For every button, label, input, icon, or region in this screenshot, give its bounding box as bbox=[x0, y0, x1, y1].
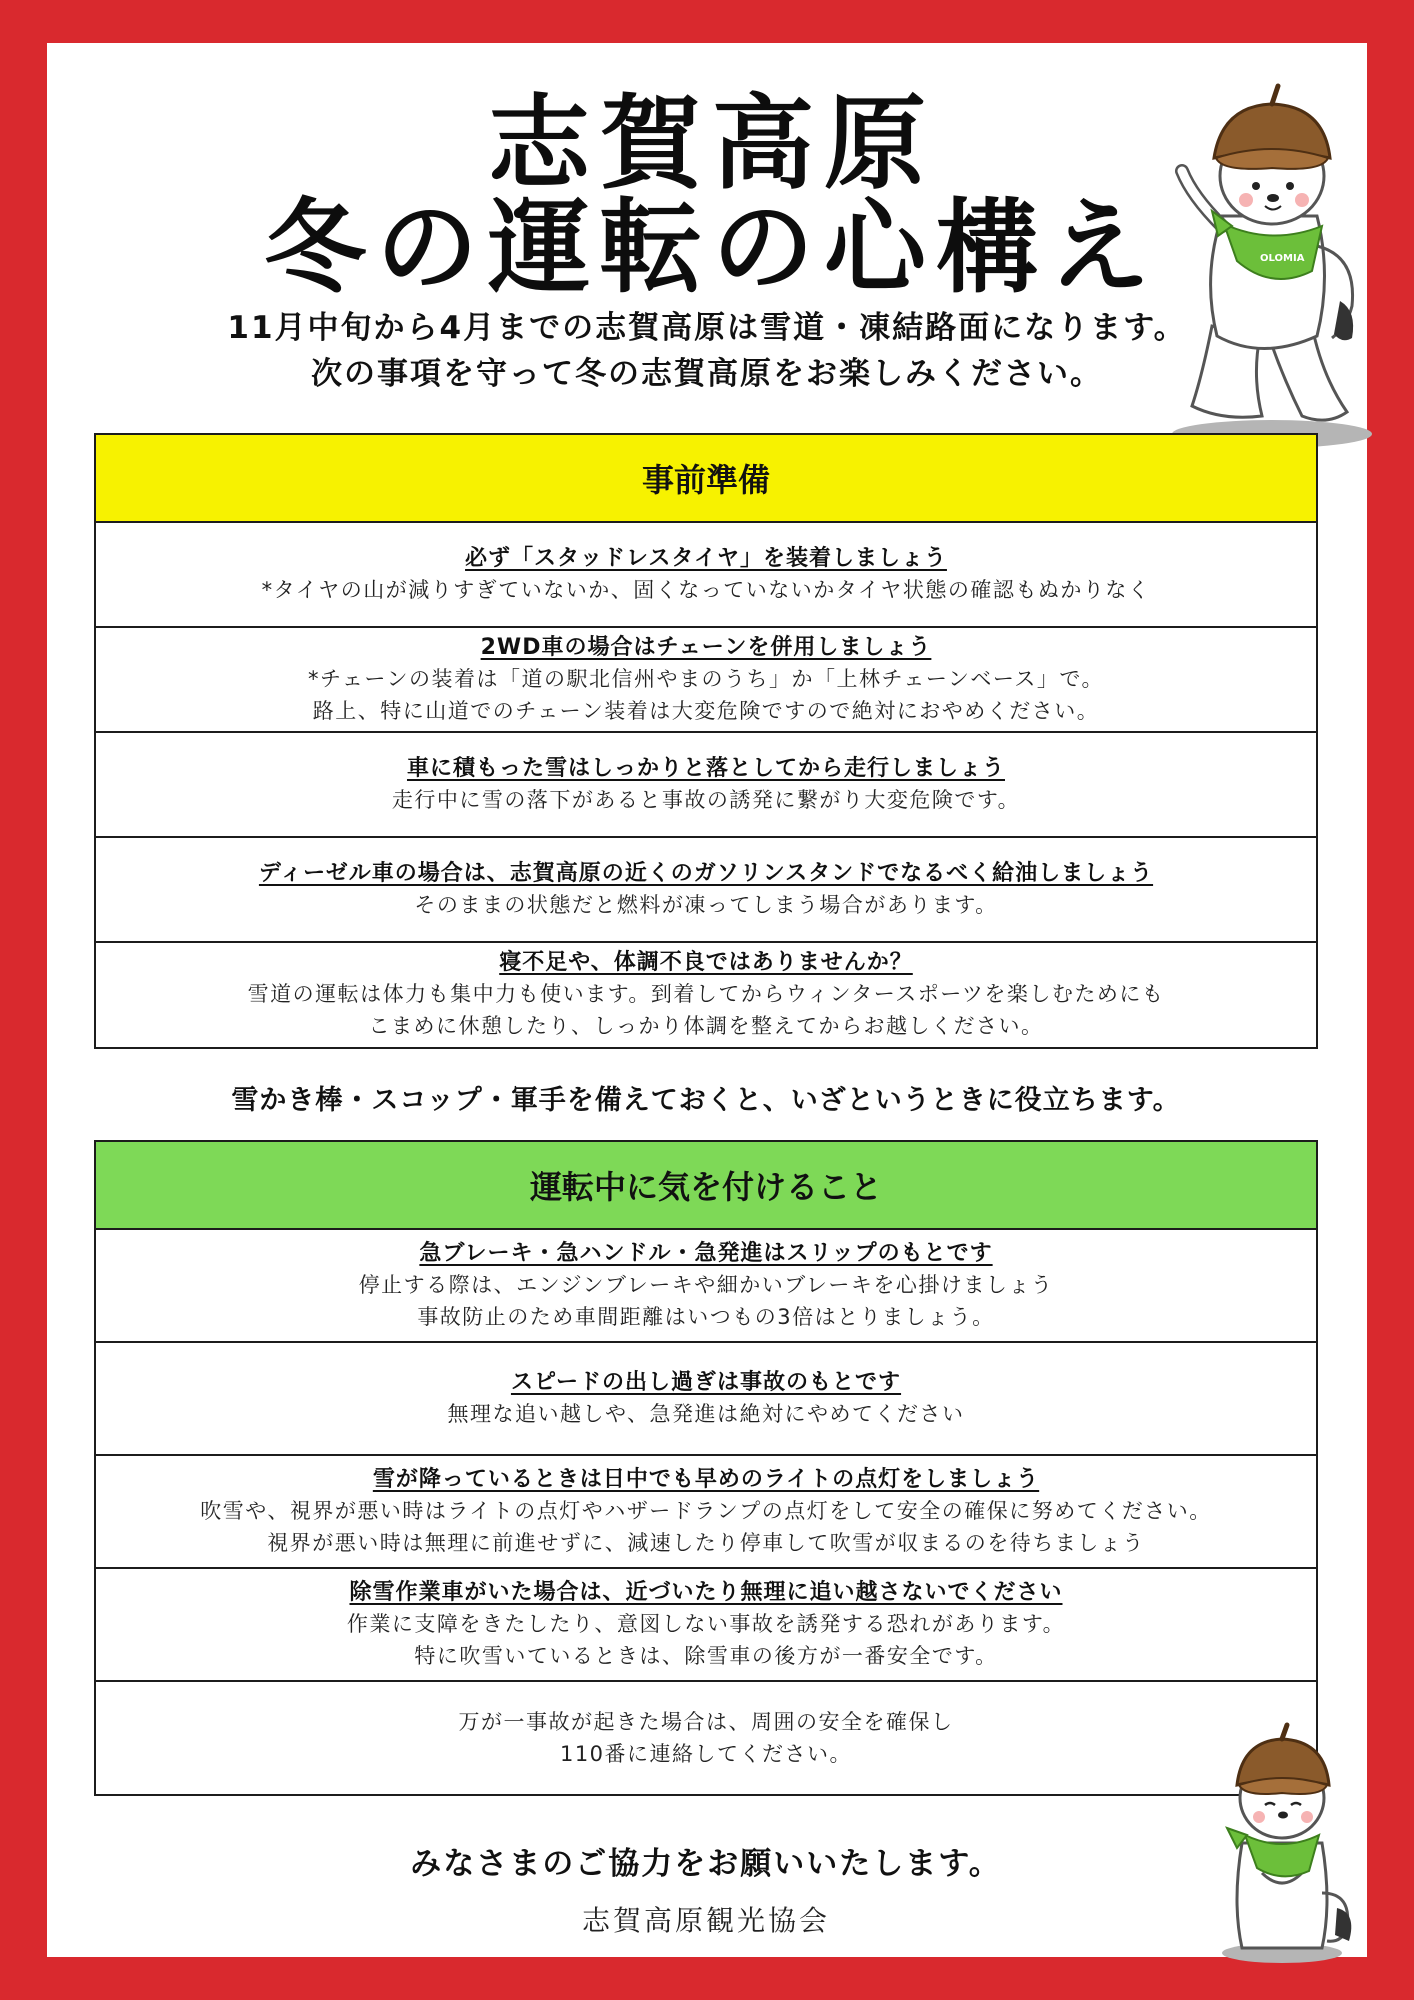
title-line-2: 冬の運転の心構え bbox=[264, 189, 1160, 308]
prep-row-text: こまめに休憩したり、しっかり体調を整えてからお越しください。 bbox=[368, 1014, 1044, 1038]
prep-row-title: ディーゼル車の場合は、志賀高原の近くのガソリンスタンドでなるべく給油しましょう bbox=[258, 860, 1154, 886]
intro-line-1: 11月中旬から4月までの志賀高原は雪道・凍結路面になります。 bbox=[227, 310, 1187, 346]
prep-section bbox=[94, 433, 1318, 1049]
mascot-top-icon bbox=[1152, 76, 1382, 456]
driving-row-text: 事故防止のため車間距離はいつもの3倍はとりましょう。 bbox=[417, 1304, 995, 1329]
thanks-message: みなさまのご協力をお願いいたします。 bbox=[410, 1846, 1002, 1882]
driving-row bbox=[96, 1569, 1316, 1682]
driving-row-text: 吹雪や、視界が悪い時はライトの点灯やハザードランプの点灯をして安全の確保に努めてください。 bbox=[200, 1498, 1212, 1523]
prep-row-title: 必ず「スタッドレスタイヤ」を装着しましょう bbox=[465, 545, 947, 571]
organization-name: 志賀高原観光協会 bbox=[581, 1904, 830, 1937]
prep-header-label: 事前準備 bbox=[641, 461, 770, 499]
driving-header bbox=[96, 1142, 1316, 1230]
prep-row-text: 雪道の運転は体力も集中力も使います。到着してからウィンタースポーツを楽しむためにも bbox=[247, 982, 1165, 1006]
poster-title bbox=[187, 85, 1237, 308]
prep-row-text: 路上、特に山道でのチェーン装着は大変危険ですので絶対におやめください。 bbox=[312, 698, 1100, 723]
prep-row-text: 走行中に雪の落下があると事故の誘発に繋がり大変危険です。 bbox=[391, 787, 1021, 812]
driving-row-text: 停止する際は、エンジンブレーキや細かいブレーキを心掛けましょう bbox=[358, 1272, 1054, 1297]
intro-line-2: 次の事項を守って冬の志賀高原をお楽しみください。 bbox=[311, 356, 1103, 392]
driving-row-title: スピードの出し過ぎは事故のもとです bbox=[510, 1369, 902, 1395]
equipment-note: 雪かき棒・スコップ・軍手を備えておくと、いざというときに役立ちます。 bbox=[231, 1085, 1181, 1116]
prep-row-text: *タイヤの山が減りすぎていないか、固くなっていないかタイヤ状態の確認もぬかりなく bbox=[261, 577, 1151, 602]
prep-header bbox=[96, 435, 1316, 523]
driving-row-text: 視界が悪い時は無理に前進せずに、減速したり停車して吹雪が収まるのを待ちましょう bbox=[267, 1530, 1145, 1555]
driving-row-text: 特に吹雪いているときは、除雪車の後方が一番安全です。 bbox=[414, 1643, 998, 1668]
mascot-bandana-text: OLOMIA bbox=[1260, 253, 1305, 264]
driving-row bbox=[96, 1230, 1316, 1343]
prep-row bbox=[96, 838, 1316, 943]
prep-row bbox=[96, 523, 1316, 628]
prep-row-text: *チェーンの装着は「道の駅北信州やまのうち」か「上林チェーンベース」で。 bbox=[308, 666, 1104, 691]
driving-row-text: 無理な追い越しや、急発進は絶対にやめてください bbox=[447, 1401, 965, 1426]
prep-row bbox=[96, 943, 1316, 1047]
prep-row bbox=[96, 628, 1316, 733]
driving-row-text: 万が一事故が起きた場合は、周囲の安全を確保し bbox=[458, 1710, 954, 1734]
prep-row-title: 2WD車の場合はチェーンを併用しましょう bbox=[480, 634, 932, 660]
driving-row-title: 除雪作業車がいた場合は、近づいたり無理に追い越さないでください bbox=[349, 1579, 1063, 1605]
driving-header-label: 運転中に気を付けること bbox=[529, 1168, 882, 1206]
driving-row-title: 雪が降っているときは日中でも早めのライトの点灯をしましょう bbox=[372, 1466, 1040, 1492]
driving-row-text: 110番に連絡してください。 bbox=[559, 1742, 853, 1766]
poster-paper bbox=[47, 43, 1367, 1957]
prep-row bbox=[96, 733, 1316, 838]
driving-row-title: 急ブレーキ・急ハンドル・急発進はスリップのもとです bbox=[419, 1240, 993, 1266]
driving-row bbox=[96, 1456, 1316, 1569]
driving-section bbox=[94, 1140, 1318, 1796]
driving-row-text: 作業に支障をきたしたり、意図しない事故を誘発する恐れがあります。 bbox=[346, 1611, 1066, 1636]
intro-text bbox=[127, 305, 1287, 397]
prep-row-text: そのままの状態だと燃料が凍ってしまう場合があります。 bbox=[414, 892, 998, 917]
title-line-1: 志賀高原 bbox=[488, 85, 936, 204]
prep-row-title: 車に積もった雪はしっかりと落としてから走行しましょう bbox=[406, 755, 1005, 781]
prep-row-title: 寝不足や、体調不良ではありませんか？ bbox=[499, 950, 913, 975]
driving-row bbox=[96, 1682, 1316, 1794]
driving-row bbox=[96, 1343, 1316, 1456]
